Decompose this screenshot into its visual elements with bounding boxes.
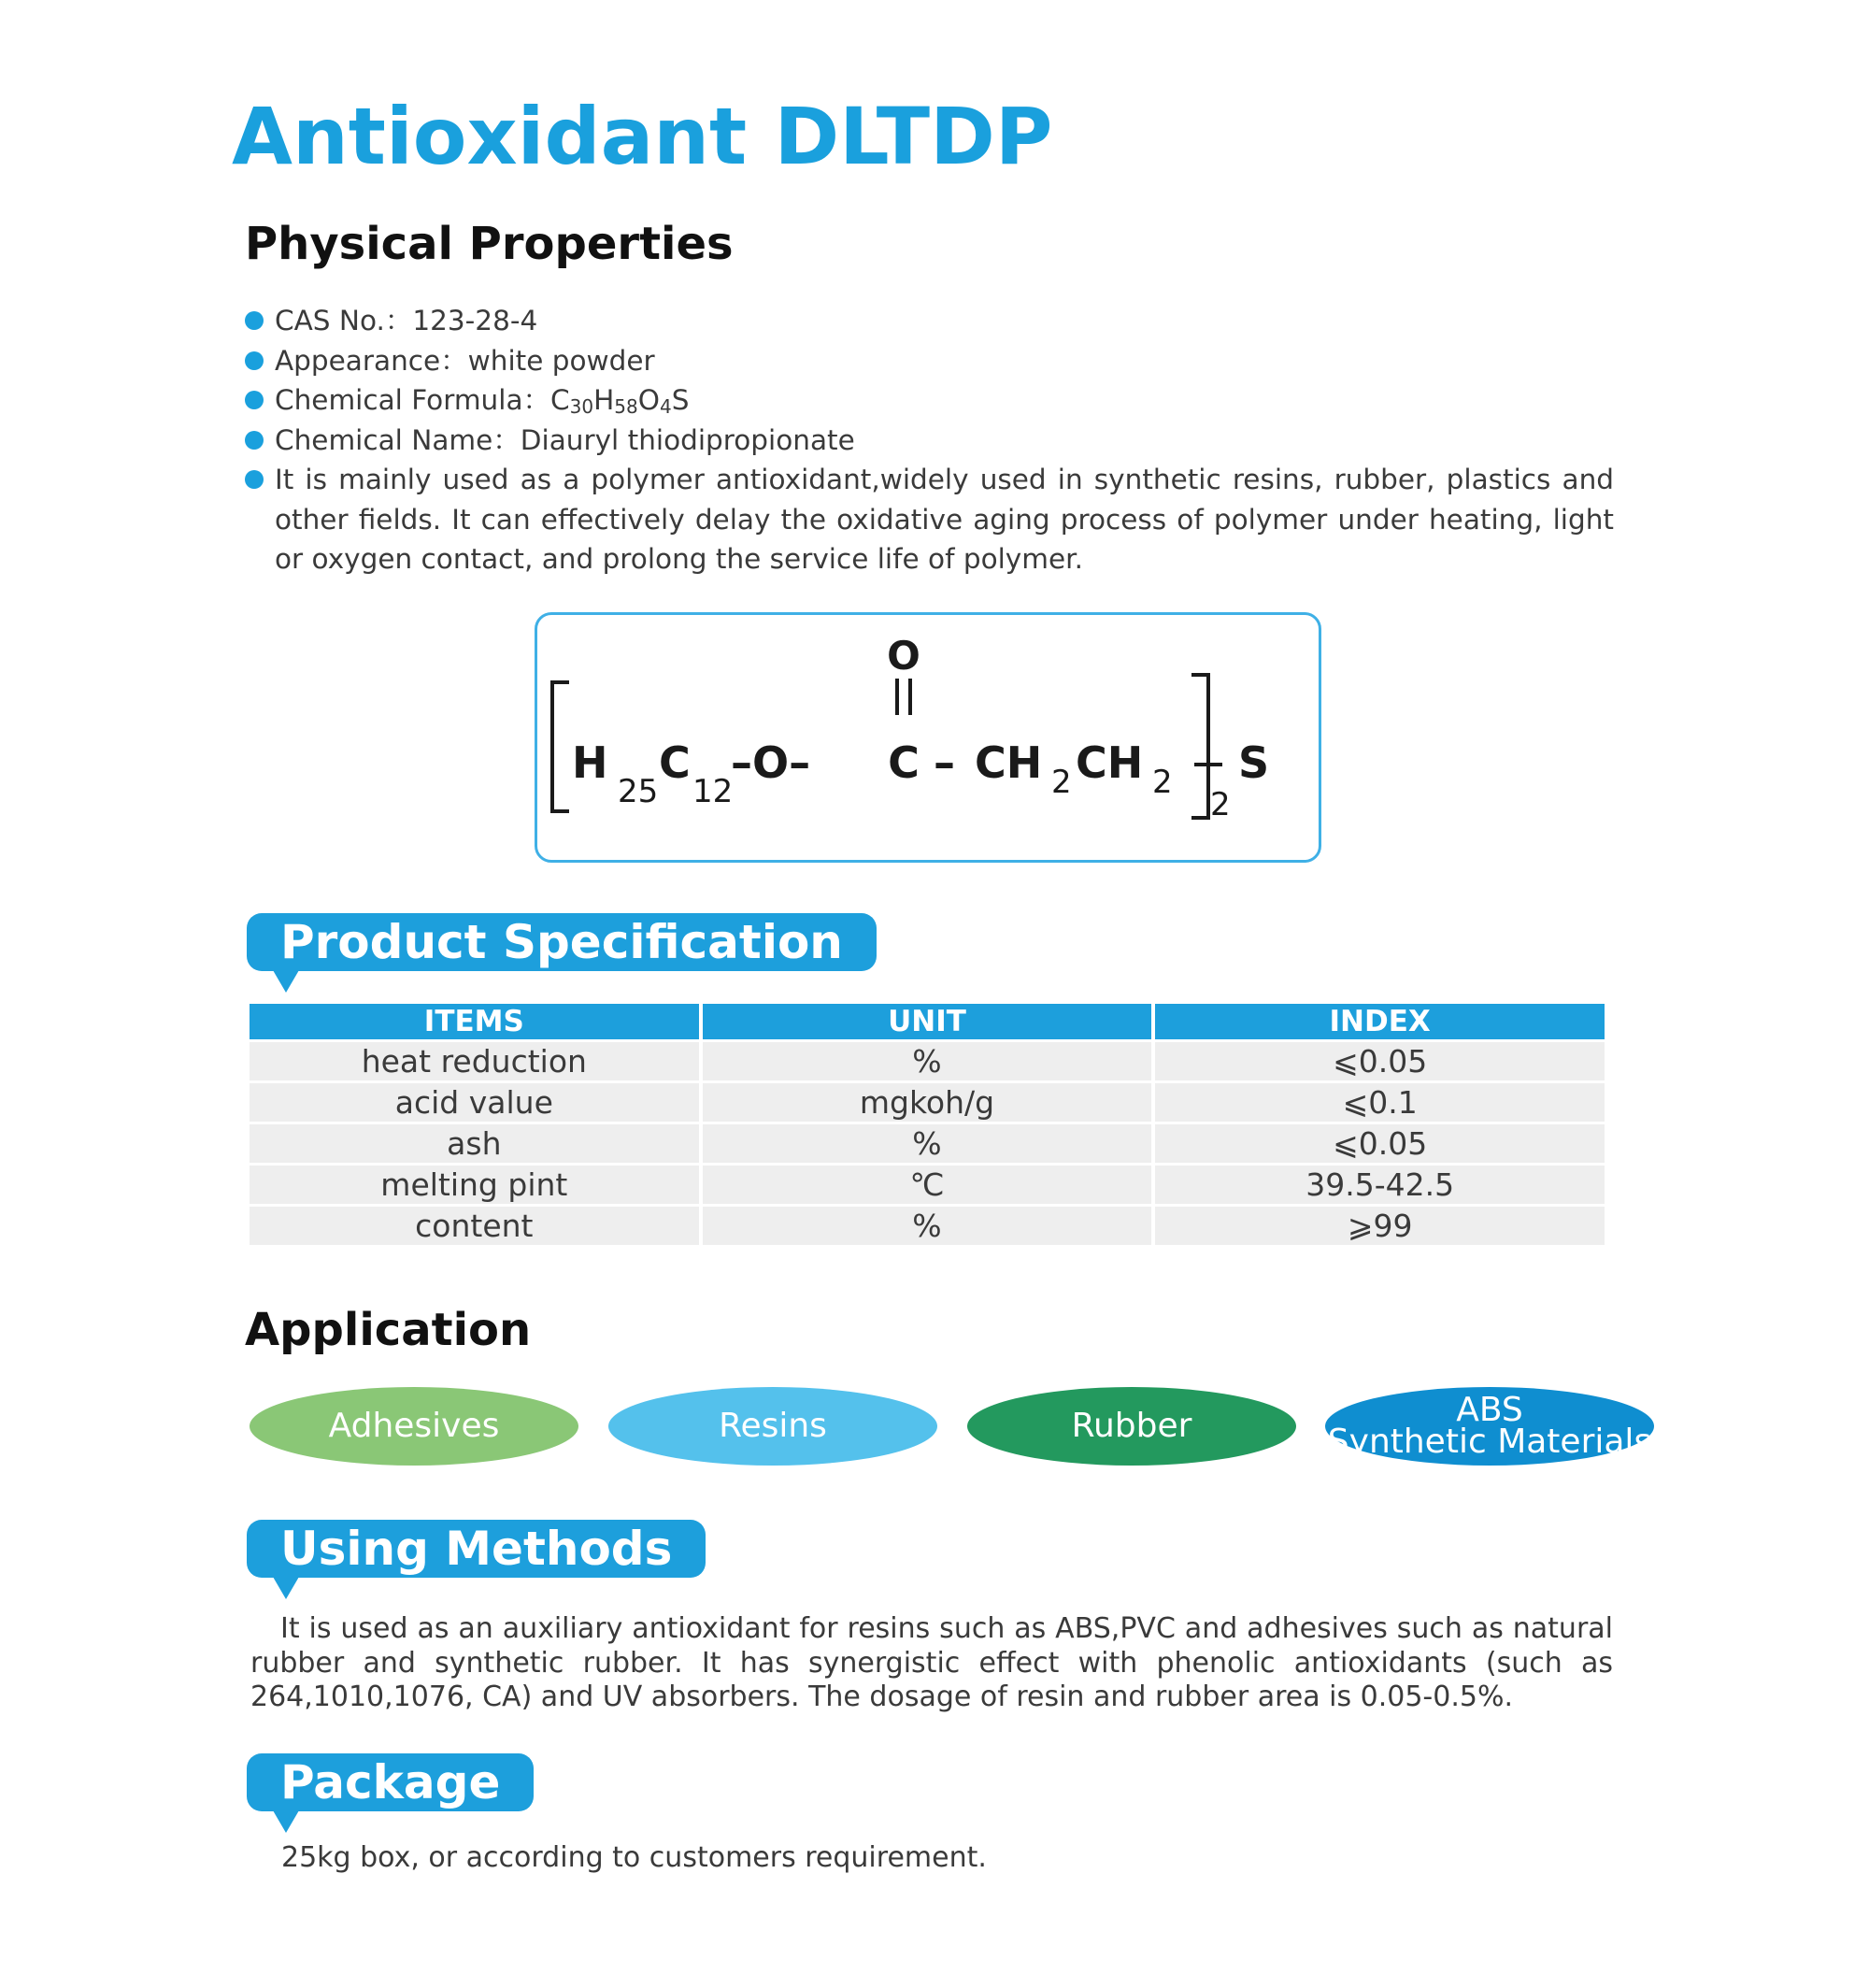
package-heading: Package bbox=[280, 1755, 501, 1809]
package-tag bbox=[247, 1753, 534, 1811]
column-header: UNIT bbox=[703, 1004, 1152, 1039]
application-pill-adhesives bbox=[250, 1387, 578, 1466]
table-cell: ⩾99 bbox=[1155, 1207, 1605, 1245]
table-cell: ⩽0.05 bbox=[1155, 1042, 1605, 1080]
application-pill-abs bbox=[1325, 1387, 1654, 1466]
list-item bbox=[245, 301, 1614, 341]
pill-label: Adhesives bbox=[328, 1407, 500, 1445]
appearance: Appearance：white powder bbox=[275, 344, 655, 377]
application-pill-resins bbox=[608, 1387, 937, 1466]
atom-o-top: O bbox=[887, 633, 920, 679]
pill-label-line1: ABS bbox=[1456, 1391, 1523, 1429]
formula-h-count: 58 bbox=[614, 395, 638, 418]
pill-label: Rubber bbox=[1071, 1407, 1192, 1445]
physical-properties-list bbox=[245, 301, 1614, 579]
structural-formula bbox=[535, 612, 1321, 863]
table-row bbox=[250, 1042, 1605, 1080]
cas-number: CAS No.：123-28-4 bbox=[275, 305, 538, 336]
list-item bbox=[245, 460, 1614, 579]
using-methods-tag bbox=[247, 1520, 706, 1578]
formula-label: Chemical Formula： bbox=[275, 384, 551, 416]
bullet-icon bbox=[245, 431, 264, 450]
table-row bbox=[250, 1083, 1605, 1122]
list-item bbox=[245, 380, 1614, 421]
column-header: INDEX bbox=[1155, 1004, 1605, 1039]
table-row bbox=[250, 1166, 1605, 1204]
table-cell: mgkoh/g bbox=[703, 1083, 1152, 1122]
formula-c: C bbox=[550, 384, 570, 416]
sub-2-outer: 2 bbox=[1210, 786, 1231, 823]
using-methods-body: It is used as an auxiliary antioxidant for resins such as ABS,PVC and adhesives such as natural rubber and synthetic rubber. It has synergistic effect with phenolic antioxidants (such as 264,1010,1076, CA) and UV absorbers. The dosage of resin and rubber area is 0.05-0.5%. bbox=[250, 1612, 1613, 1713]
atom-h: H bbox=[572, 737, 608, 788]
table-row bbox=[250, 1124, 1605, 1163]
table-cell: % bbox=[703, 1207, 1152, 1245]
group-ch: CH bbox=[1076, 737, 1144, 788]
usage-description: It is mainly used as a polymer antioxidant,widely used in synthetic resins, rubber, plastics and other fields. It can effectively delay the oxidative aging process of polymer under heating, light or oxygen contact, and prolong the service life of polymer. bbox=[275, 464, 1614, 575]
table-cell: 39.5-42.5 bbox=[1155, 1166, 1605, 1204]
product-specification-heading: Product Specification bbox=[280, 915, 843, 969]
structural-formula-diagram bbox=[537, 615, 1319, 860]
table-cell: heat reduction bbox=[250, 1042, 699, 1080]
package-text: 25kg box, or according to customers requirement. bbox=[281, 1841, 987, 1874]
physical-properties-heading: Physical Properties bbox=[245, 218, 734, 270]
application-heading: Application bbox=[245, 1304, 532, 1356]
table-cell: % bbox=[703, 1124, 1152, 1163]
sub-2: 2 bbox=[1152, 764, 1173, 801]
sub-2: 2 bbox=[1051, 764, 1072, 801]
specification-table bbox=[246, 1001, 1608, 1248]
chemical-name: Chemical Name：Diauryl thiodipropionate bbox=[275, 423, 855, 456]
column-header: ITEMS bbox=[250, 1004, 699, 1039]
sub-12: 12 bbox=[692, 773, 734, 810]
pill-label-line2: Synthetic Materials bbox=[1327, 1423, 1652, 1461]
table-header-row bbox=[250, 1004, 1605, 1039]
ester-oxygen: –O– bbox=[731, 737, 811, 788]
atom-c: C bbox=[659, 737, 691, 788]
product-specification-tag bbox=[247, 913, 877, 971]
bond-dash: – bbox=[934, 737, 955, 788]
table-cell: acid value bbox=[250, 1083, 699, 1122]
table-row bbox=[250, 1207, 1605, 1245]
sub-25: 25 bbox=[618, 773, 659, 810]
table-cell: content bbox=[250, 1207, 699, 1245]
application-pill-rubber bbox=[967, 1387, 1296, 1466]
page-title: Antioxidant DLTDP bbox=[232, 91, 1053, 182]
table-cell: ℃ bbox=[703, 1166, 1152, 1204]
bullet-icon bbox=[245, 391, 264, 409]
formula-o-count: 4 bbox=[659, 395, 672, 418]
tag-pointer-icon bbox=[273, 1810, 299, 1833]
tag-pointer-icon bbox=[273, 1577, 299, 1599]
table-cell: ⩽0.1 bbox=[1155, 1083, 1605, 1122]
table-cell: melting pint bbox=[250, 1166, 699, 1204]
left-bracket bbox=[552, 682, 569, 811]
list-item bbox=[245, 341, 1614, 381]
bullet-icon bbox=[245, 311, 264, 330]
formula-c-count: 30 bbox=[569, 395, 594, 418]
formula-h: H bbox=[593, 384, 615, 416]
atom-s: S bbox=[1238, 737, 1270, 788]
tag-pointer-icon bbox=[273, 970, 299, 993]
formula-s: S bbox=[671, 384, 690, 416]
using-methods-heading: Using Methods bbox=[280, 1522, 673, 1576]
table-cell: ⩽0.05 bbox=[1155, 1124, 1605, 1163]
atom-c-carbonyl: C bbox=[888, 737, 920, 788]
bullet-icon bbox=[245, 470, 264, 489]
group-ch: CH bbox=[975, 737, 1043, 788]
bullet-icon bbox=[245, 351, 264, 370]
list-item bbox=[245, 421, 1614, 461]
table-cell: % bbox=[703, 1042, 1152, 1080]
formula-o: O bbox=[637, 384, 660, 416]
using-methods-text bbox=[250, 1612, 1613, 1715]
table-cell: ash bbox=[250, 1124, 699, 1163]
pill-label: Resins bbox=[719, 1407, 827, 1445]
right-bracket bbox=[1191, 675, 1208, 818]
